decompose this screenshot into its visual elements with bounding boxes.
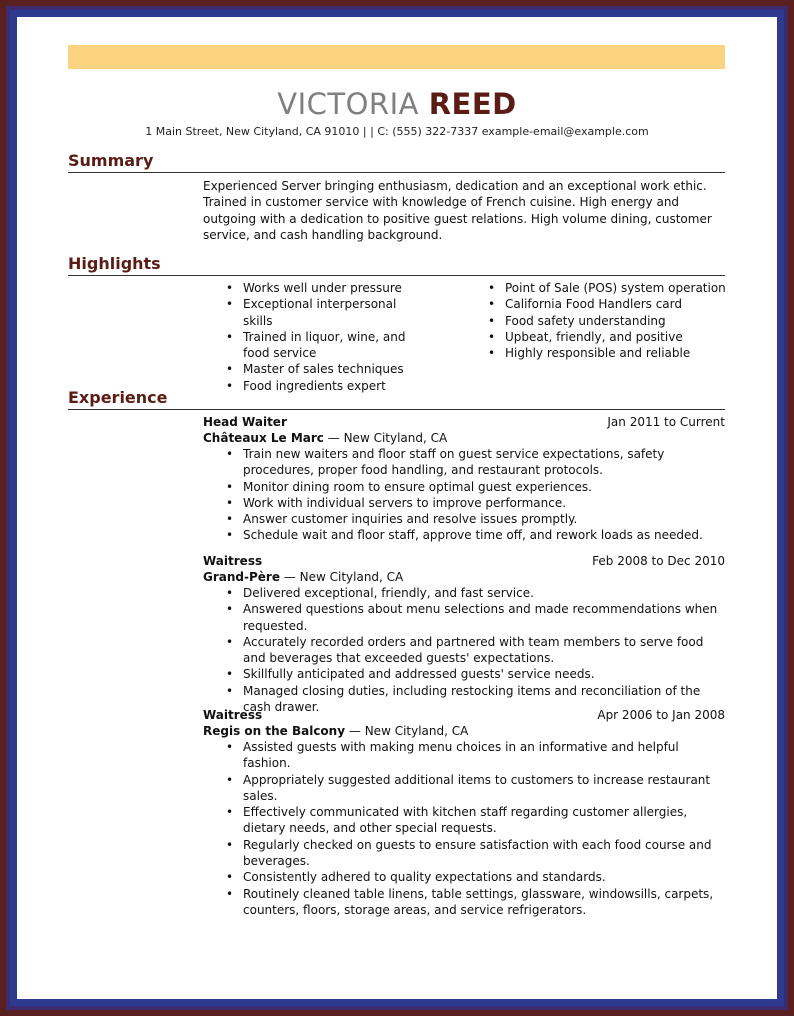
company-name: Grand-Père [203, 570, 280, 584]
job-dates: Feb 2008 to Dec 2010 [592, 554, 725, 568]
job-title: Waitress [203, 708, 263, 722]
job-dates: Apr 2006 to Jan 2008 [597, 708, 725, 722]
summary-heading: Summary [68, 151, 154, 170]
list-item: • Managed closing duties, including restocking items and reconciliation of the cash drawer. [203, 683, 725, 716]
company-location: New Cityland, CA [364, 724, 469, 738]
summary-rule [68, 172, 725, 173]
list-item: • Effectively communicated with kitchen staff regarding customer allergies, dietary needs, and other special requests. [203, 804, 725, 837]
list-item: • Appropriately suggested additional items to customers to increase restaurant sales. [203, 772, 725, 805]
duties-list [203, 585, 725, 715]
experience-heading: Experience [68, 388, 168, 407]
job-title: Waitress [203, 554, 263, 568]
list-item: • Regularly checked on guests to ensure satisfaction with each food course and beverages. [203, 837, 725, 870]
list-item: • Food safety understanding [465, 313, 727, 329]
employer-line [203, 723, 725, 739]
list-item: • Highly responsible and reliable [465, 345, 727, 361]
list-item: • Train new waiters and floor staff on guest service expectations, safety procedures, proper food handling, and restaurant protocols. [203, 446, 725, 479]
job-entry-waitress-grand-pere [203, 553, 725, 715]
employer-line [203, 569, 725, 585]
list-item: • Consistently adhered to quality expectations and standards. [203, 869, 725, 885]
separator: — [283, 570, 296, 584]
contact-line: 1 Main Street, New Cityland, CA 91010 | | C: (555) 322-7337 example-email@example.com [145, 125, 649, 138]
list-item: • Work with individual servers to improve performance. [203, 495, 725, 511]
summary-text: Experienced Server bringing enthusiasm, dedication and an exceptional work ethic. Trained in customer service with knowledge of French cuisine. High energy and outgoing with a dedication to positive guest relations. High volume dining, customer service, and cash handling background. [203, 179, 712, 242]
company-name: Regis on the Balcony [203, 724, 346, 738]
list-item: • Accurately recorded orders and partnered with team members to serve food and beverages that exceeded guests' expectations. [203, 634, 725, 667]
highlights-right-list [465, 280, 727, 361]
resume-page [17, 17, 777, 999]
employer-line [203, 430, 725, 446]
list-item: • Answered questions about menu selections and made recommendations when requested. [203, 601, 725, 634]
list-item: • California Food Handlers card [465, 296, 727, 312]
duties-list [203, 739, 725, 918]
list-item: • Works well under pressure [203, 280, 428, 296]
company-location: New Cityland, CA [343, 431, 448, 445]
highlights-heading: Highlights [68, 254, 161, 273]
list-item: • Food ingredients expert [203, 378, 428, 394]
list-item: • Skillfully anticipated and addressed guests' service needs. [203, 666, 725, 682]
highlights-rule [68, 275, 725, 276]
duties-list [203, 446, 725, 544]
list-item: • Upbeat, friendly, and positive [465, 329, 727, 345]
highlights-left-list [203, 280, 428, 394]
company-location: New Cityland, CA [299, 570, 404, 584]
list-item: • Exceptional interpersonal skills [203, 296, 428, 329]
company-name: Châteaux Le Marc [203, 431, 324, 445]
last-name: REED [428, 87, 517, 121]
list-item: • Delivered exceptional, friendly, and fast service. [203, 585, 725, 601]
list-item: • Schedule wait and floor staff, approve time off, and rework loads as needed. [203, 527, 725, 543]
first-name: VICTORIA [277, 87, 419, 121]
list-item: • Master of sales techniques [203, 361, 428, 377]
list-item: • Monitor dining room to ensure optimal guest experiences. [203, 479, 725, 495]
header-accent-bar [68, 45, 725, 69]
job-entry-head-waiter [203, 414, 725, 544]
job-entry-waitress-regis [203, 707, 725, 918]
separator: — [327, 431, 340, 445]
separator: — [348, 724, 361, 738]
list-item: • Trained in liquor, wine, and food service [203, 329, 428, 362]
job-dates: Jan 2011 to Current [607, 415, 725, 429]
list-item: • Point of Sale (POS) system operation [465, 280, 727, 296]
job-title: Head Waiter [203, 415, 287, 429]
list-item: • Answer customer inquiries and resolve issues promptly. [203, 511, 725, 527]
candidate-name [17, 87, 777, 121]
list-item: • Assisted guests with making menu choices in an informative and helpful fashion. [203, 739, 725, 772]
list-item: • Routinely cleaned table linens, table settings, glassware, windowsills, carpets, counters, floors, storage areas, and service refrigerators. [203, 886, 725, 919]
experience-rule [68, 409, 725, 410]
